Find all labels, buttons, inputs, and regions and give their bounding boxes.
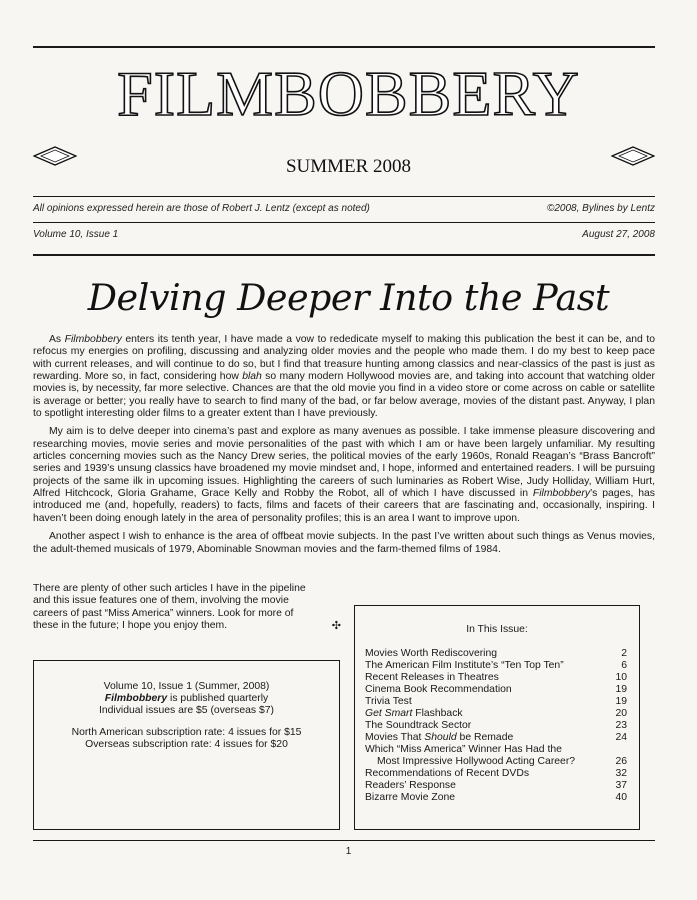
issue-date: August 27, 2008: [582, 229, 655, 240]
article-body: [33, 334, 655, 556]
paragraph-2: My aim is to delve deeper into cinema’s past and explore as many avenues as possible. I take immense pleasure discovering and researching movies, movie series and movie personalities of the past with which I am or have been largely unfamiliar. My resulting articles concerning movies such as the Nancy Drew series, the political movies of the early 1960s, Ronald Reagan’s “Brass Bancroft” series and 1939’s unsung classics have broadened my movie mindset and, I hope, informed and entertained readers. I will be pursuing projects of the same ilk in upcoming issues. Highlighting the careers of such luminaries as Robert Wise, Judy Holliday, William Hurt, Alfred Hitchcock, Gloria Grahame, Grace Kelly and Robby the Robot, all of which I have discussed in Filmbobbery’s pages, has introduced me (and, hopefully, readers) to facts, films and facets of their careers that are fascinating and, occasionally, inspiring. I haven’t been doing enough lately in the area of personality profiles; this is an area I want to improve upon.: [33, 426, 655, 524]
table-of-contents-box: [354, 605, 640, 830]
page-number: 1: [345, 846, 352, 857]
toc-item: Readers’ Response 37: [365, 780, 627, 791]
text-line: these in the future; I hope you enjoy them. ✣: [33, 620, 341, 633]
toc-item: Movies That Should be Remade 24: [365, 732, 627, 743]
toc-item: Cinema Book Recommendation 19: [365, 684, 627, 695]
info-published: Filmbobbery is published quarterly: [104, 693, 269, 704]
meta-rule-middle: [33, 222, 655, 223]
paragraph-3: Another aspect I wish to enhance is the area of offbeat movie subjects. In the past I’ve written about such things as Venus movies, the adult-themed musicals of 1979, Abominable Snowman movies and the farm-themed films of 1984.: [33, 531, 655, 555]
toc-item: Recent Releases in Theatres 10: [365, 672, 627, 683]
toc-item: The American Film Institute’s “Ten Top Ten” 6: [365, 660, 627, 671]
text-line: careers of past “Miss America” winners. Look for more of: [33, 607, 294, 619]
info-overseas-rate: Overseas subscription rate: 4 issues for $20: [85, 739, 288, 750]
paragraph-1: As Filmbobbery enters its tenth year, I have made a vow to rededicate myself to making this publication the best it can be, and to refocus my energies on profiling, discussing and analyzing older movies and the people who made them. I do my best to keep pace with current releases, and will continue to do so, but I find that treasure hunting among classics and near-classics of the past is just as rewarding. More so, in fact, considering how blah so many modern Hollywood movies are, and taking into account that watching older movies is, by necessity, far more selective. Chances are that the old movie you find in a video store or come across on cable or satellite is average or better; you really have to search to find many of the bad, or far below average, movies of the distant past. Anyway, I plan to spotlight interesting older films to a greater extent than I have previously.: [33, 334, 656, 420]
toc-heading: In This Issue:: [466, 624, 528, 635]
info-na-rate: North American subscription rate: 4 issues for $15: [71, 727, 302, 738]
volume-issue: Volume 10, Issue 1: [33, 229, 119, 240]
toc-item: Get Smart Flashback 20: [365, 708, 627, 719]
article-headline: Delving Deeper Into the Past: [87, 276, 610, 319]
copyright: ©2008, Bylines by Lentz: [547, 203, 655, 214]
end-mark-icon: ✣: [331, 620, 341, 633]
bottom-rule: [33, 840, 655, 841]
text-line: and this issue features one of them, involving the movie: [33, 595, 289, 607]
paragraph-3-continued: [33, 583, 345, 632]
disclaimer: All opinions expressed herein are those of Robert J. Lentz (except as noted): [33, 203, 370, 214]
toc-item: Recommendations of Recent DVDs 32: [365, 768, 627, 779]
toc-item: Movies Worth Rediscovering 2: [365, 648, 627, 659]
toc-item: The Soundtrack Sector 23: [365, 720, 627, 731]
info-volume: Volume 10, Issue 1 (Summer, 2008): [103, 681, 270, 692]
text-line: There are plenty of other such articles I have in the pipeline: [33, 583, 306, 594]
toc-item: Trivia Test 19: [365, 696, 627, 707]
meta-rule-top: [33, 196, 655, 197]
top-rule: [33, 46, 655, 48]
toc-item: Bizarre Movie Zone 40: [365, 792, 627, 803]
issue-season: SUMMER 2008: [285, 156, 412, 177]
subscription-info-box: [33, 660, 340, 830]
info-price: Individual issues are $5 (overseas $7): [98, 705, 274, 716]
meta-rule-bottom: [33, 254, 655, 256]
masthead-title: FILMBOBBERY: [117, 58, 580, 129]
toc-item: Most Impressive Hollywood Acting Career? 26: [377, 756, 627, 767]
toc-item: Which “Miss America” Winner Has Had the: [365, 744, 562, 755]
